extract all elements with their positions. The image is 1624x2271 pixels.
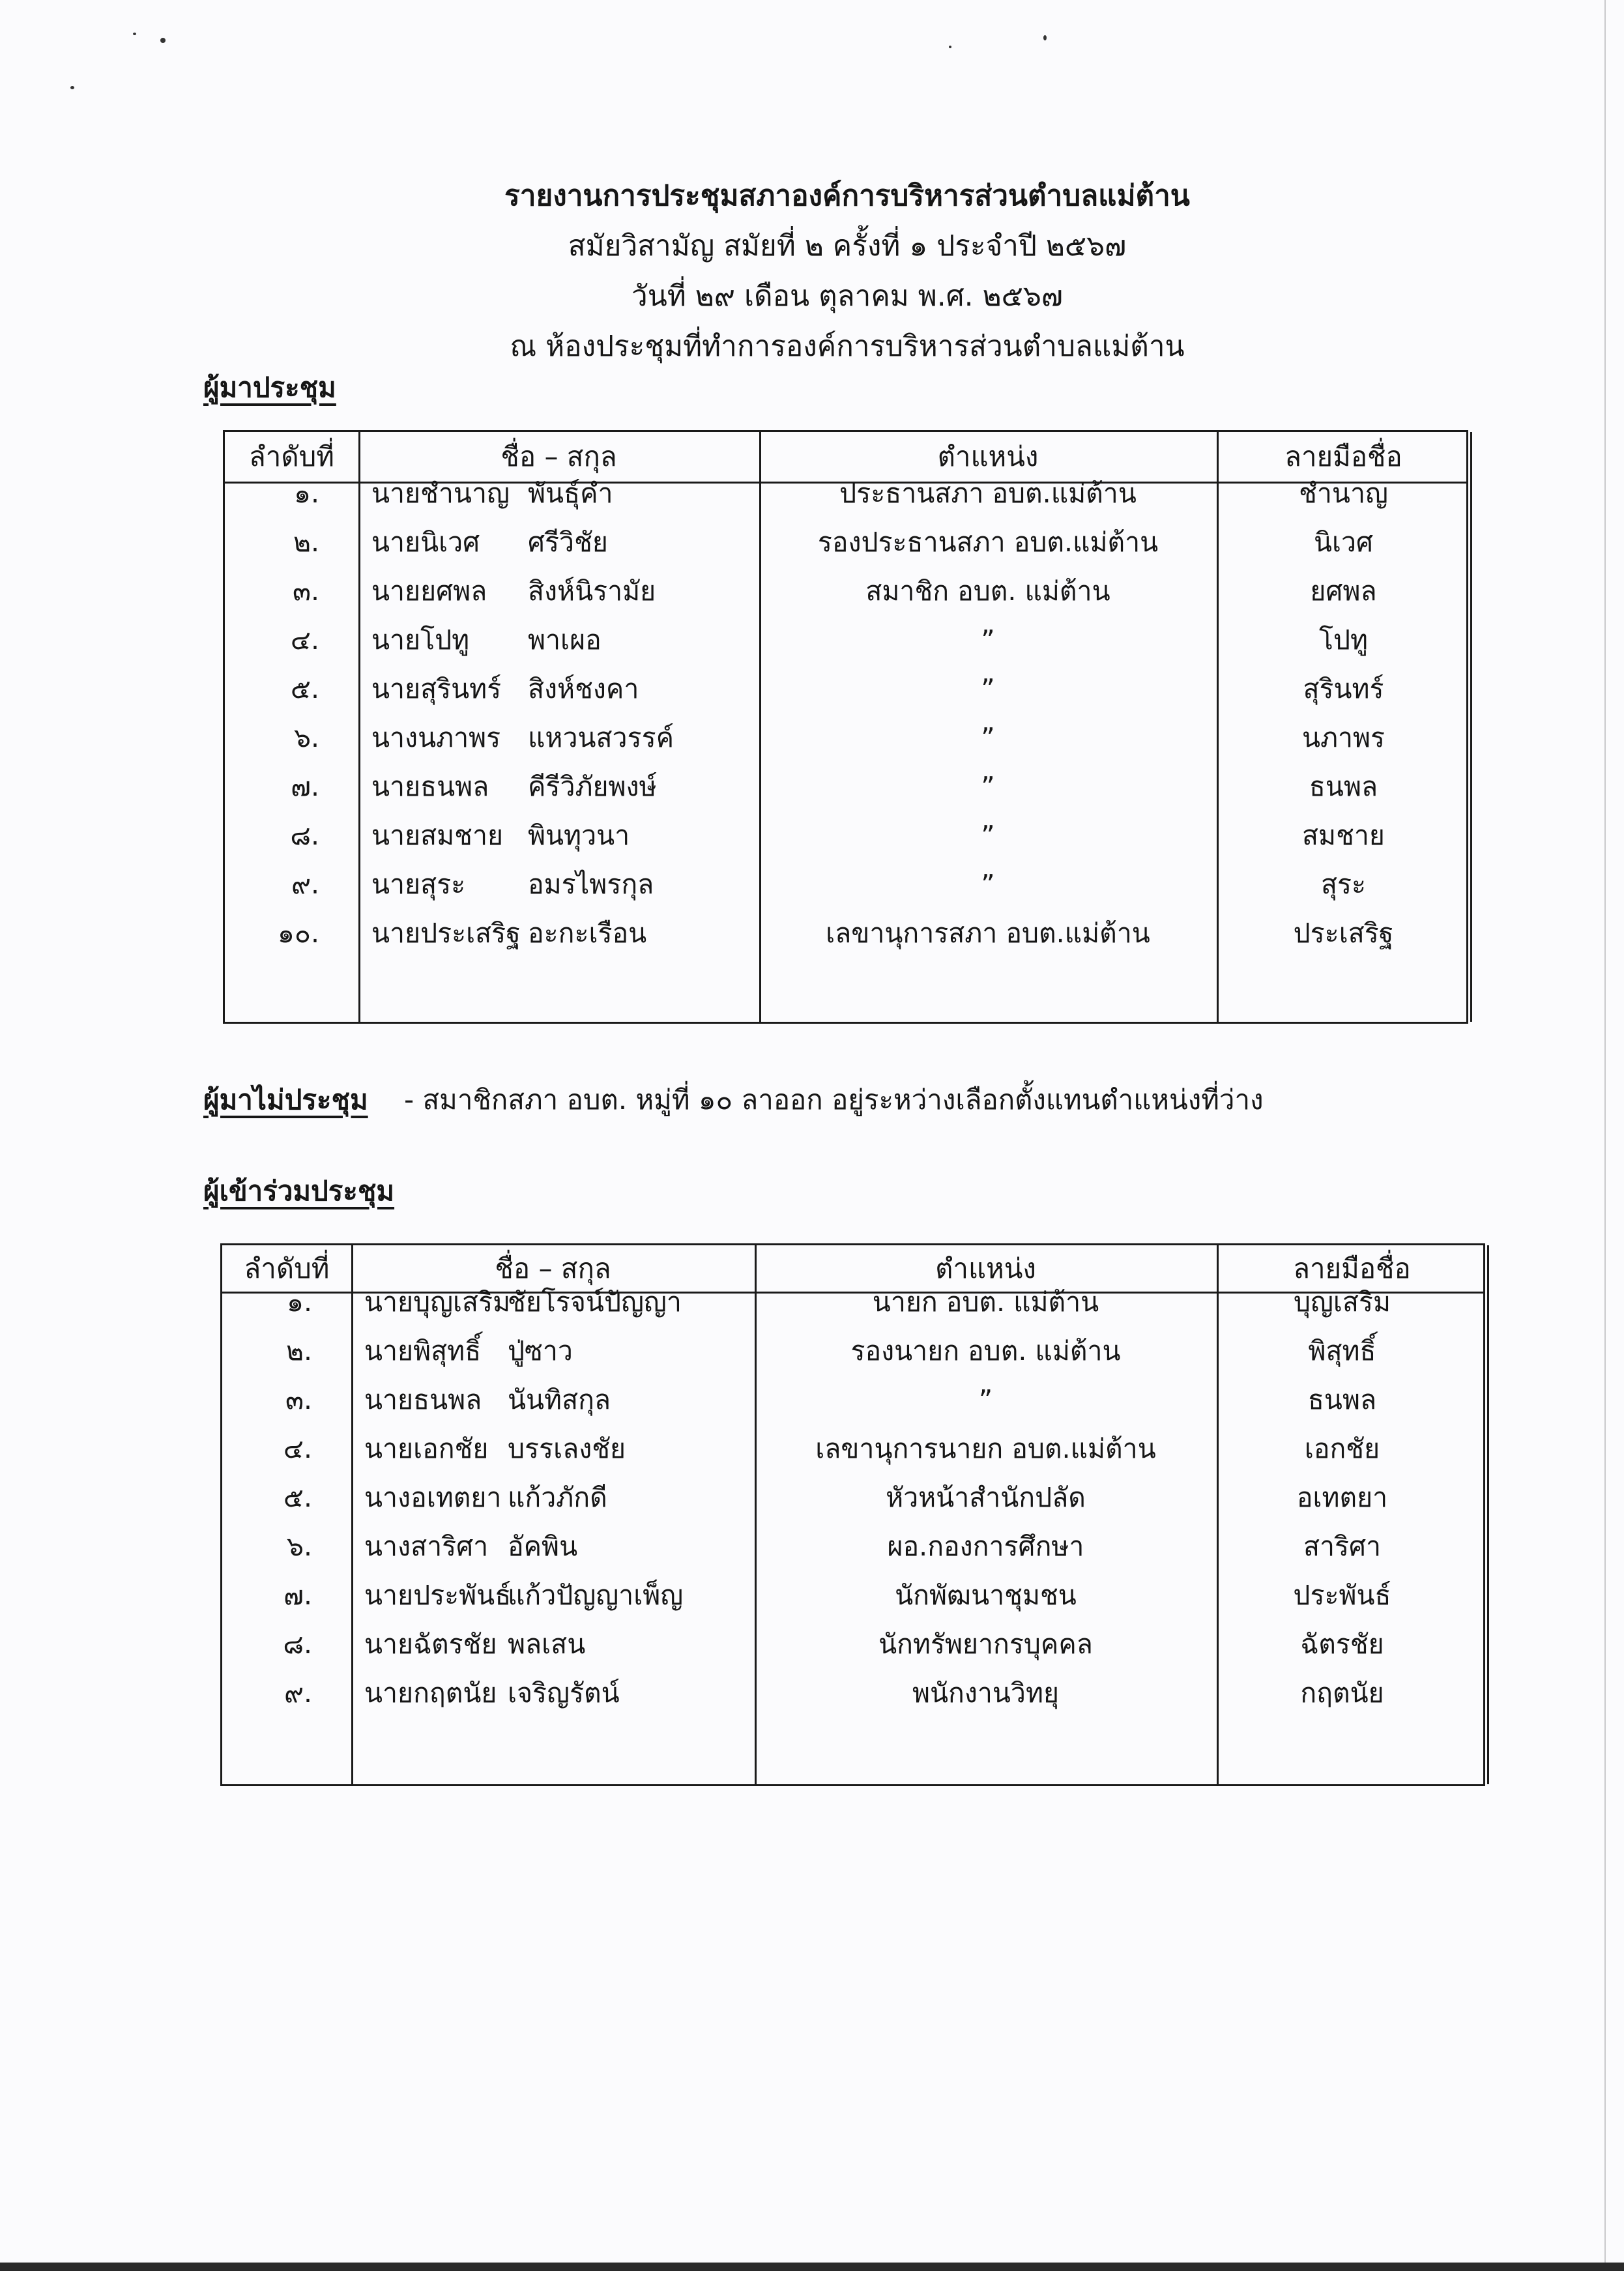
table-row — [225, 469, 1466, 518]
row-signature: สุรินทร์ — [1303, 673, 1384, 704]
row-first-name: นางนภาพร — [371, 721, 501, 753]
table-row — [225, 714, 1466, 762]
row-position: ” — [978, 1383, 993, 1415]
row-position: รองประธานสภา อบต.แม่ต้าน — [817, 526, 1159, 558]
row-last-name: พลเสน — [508, 1628, 586, 1660]
table-row — [225, 518, 1466, 567]
row-first-name: นายบุญเสริม — [364, 1286, 511, 1318]
scan-speck — [70, 86, 74, 89]
row-number: ๗. — [283, 1579, 312, 1611]
row-number: ๒. — [293, 526, 319, 558]
document-header — [0, 171, 1624, 371]
header-order: ลำดับที่ — [244, 1252, 330, 1284]
table-row — [222, 1571, 1483, 1620]
row-number: ๙. — [283, 1677, 312, 1709]
attendees-section-title: ผู้เข้าร่วมประชุม — [203, 1175, 395, 1207]
row-position: ประธานสภา อบต.แม่ต้าน — [839, 477, 1137, 509]
row-position: เลขานุการสภา อบต.แม่ต้าน — [826, 917, 1150, 949]
row-signature: ฉัตรชัย — [1300, 1628, 1384, 1660]
row-first-name: นายสุรินทร์ — [371, 673, 502, 704]
row-last-name: อะกะเรือน — [528, 917, 647, 949]
row-last-name: พินทุวนา — [528, 819, 630, 851]
row-number: ๕. — [290, 673, 319, 704]
row-position: รองนายก อบต. แม่ต้าน — [850, 1335, 1121, 1367]
scan-speck — [133, 33, 136, 35]
row-first-name: นายประพันธ์ — [364, 1579, 512, 1611]
row-number: ๖. — [293, 721, 319, 753]
table-row — [225, 811, 1466, 860]
row-first-name: นางสาริศา — [364, 1530, 489, 1562]
row-position: พนักงานวิทยุ — [912, 1677, 1060, 1709]
document-title: รายงานการประชุมสภาองค์การบริหารส่วนตำบลแม่ต้าน — [504, 179, 1190, 212]
row-first-name: นายยศพล — [371, 575, 487, 607]
row-position: ” — [981, 868, 995, 900]
row-signature: ประพันธ์ — [1293, 1579, 1391, 1611]
column-divider — [1487, 1245, 1489, 1784]
scan-speck — [949, 46, 951, 48]
present-section-title: ผู้มาประชุม — [203, 371, 336, 403]
attendees-table — [220, 1243, 1485, 1786]
row-signature: ธนพล — [1309, 770, 1378, 802]
row-last-name: สิงห์นิรามัย — [528, 575, 656, 607]
row-number: ๔. — [283, 1432, 312, 1464]
row-first-name: นายธนพล — [364, 1383, 482, 1415]
table-row — [225, 567, 1466, 616]
present-table — [223, 430, 1468, 1024]
table-row — [222, 1620, 1483, 1669]
row-last-name: นันทิสกุล — [508, 1383, 611, 1415]
row-signature: ธนพล — [1307, 1383, 1377, 1415]
header-position: ตำแหน่ง — [935, 1252, 1036, 1284]
table-row — [222, 1425, 1483, 1473]
row-last-name: เจริญรัตน์ — [508, 1677, 620, 1709]
column-divider — [1470, 432, 1472, 1022]
row-number: ๕. — [283, 1481, 312, 1513]
row-signature: พิสุทธิ์ — [1308, 1335, 1376, 1367]
table-row — [225, 616, 1466, 665]
table-row — [222, 1473, 1483, 1522]
row-last-name: แก้วปัญญาเพ็ญ — [508, 1579, 684, 1611]
row-last-name: แก้วภักดี — [508, 1481, 607, 1513]
table-row — [225, 762, 1466, 811]
row-position: ” — [981, 673, 995, 704]
session-line: สมัยวิสามัญ สมัยที่ ๒ ครั้งที่ ๑ ประจำปี ๒๕๖๗ — [568, 229, 1127, 263]
row-last-name: บรรเลงชัย — [508, 1432, 626, 1464]
row-first-name: นางอเทตยา — [364, 1481, 502, 1513]
row-signature: สมชาย — [1302, 819, 1385, 851]
row-signature: ชำนาญ — [1299, 477, 1388, 509]
header-signature: ลายมือชื่อ — [1293, 1252, 1411, 1284]
header-order: ลำดับที่ — [249, 441, 334, 472]
row-first-name: นายสมชาย — [371, 819, 503, 851]
scan-speck — [1043, 35, 1047, 40]
row-signature: ยศพล — [1310, 575, 1377, 607]
row-position: นักพัฒนาชุมชน — [895, 1579, 1077, 1611]
row-position: หัวหน้าสำนักปลัด — [886, 1481, 1086, 1513]
row-first-name: นายชำนาญ — [371, 477, 510, 509]
row-last-name: ปู่ซาว — [508, 1335, 573, 1367]
row-number: ๒. — [285, 1335, 312, 1367]
row-signature: สาริศา — [1303, 1530, 1382, 1562]
row-last-name: อัคพิน — [508, 1530, 578, 1562]
header-name: ชื่อ – สกุล — [495, 1252, 611, 1284]
row-first-name: นายนิเวศ — [371, 526, 480, 558]
table-row — [222, 1669, 1483, 1718]
scan-edge — [0, 2263, 1624, 2271]
row-position: เลขานุการนายก อบต.แม่ต้าน — [815, 1432, 1156, 1464]
absent-section-title: ผู้มาไม่ประชุม — [203, 1084, 368, 1116]
table-row — [225, 860, 1466, 909]
row-number: ๑๐. — [277, 917, 319, 949]
row-signature: บุญเสริม — [1293, 1286, 1391, 1318]
row-first-name: นายพิสุทธิ์ — [364, 1335, 482, 1367]
row-number: ๙. — [291, 868, 319, 900]
row-number: ๑. — [286, 1286, 312, 1318]
venue-line: ณ ห้องประชุมที่ทำการองค์การบริหารส่วนตำบลแม่ต้าน — [510, 330, 1185, 363]
scan-speck — [160, 38, 166, 43]
row-last-name: คีรีวิภัยพงษ์ — [528, 770, 657, 802]
row-position: นักทรัพยากรบุคคล — [878, 1628, 1093, 1660]
row-first-name: นายฉัตรชัย — [364, 1628, 497, 1660]
row-first-name: นายสุระ — [371, 868, 466, 900]
table-row — [222, 1376, 1483, 1425]
row-last-name: พันธุ์คำ — [528, 477, 613, 509]
absent-note: - สมาชิกสภา อบต. หมู่ที่ ๑๐ ลาออก อยู่ระหว่างเลือกตั้งแทนตำแหน่งที่ว่าง — [404, 1084, 1264, 1116]
row-position: ผอ.กองการศึกษา — [887, 1530, 1084, 1562]
row-signature: กฤตนัย — [1300, 1677, 1384, 1709]
row-number: ๓. — [285, 1383, 312, 1415]
row-position: ” — [981, 819, 995, 851]
table-row — [222, 1522, 1483, 1571]
row-signature: นภาพร — [1301, 721, 1385, 753]
row-signature: อเทตยา — [1296, 1481, 1388, 1513]
row-position: ” — [981, 770, 995, 802]
table-row — [222, 1278, 1483, 1327]
row-signature: เอกชัย — [1304, 1432, 1380, 1464]
row-last-name: พาเผอ — [528, 624, 602, 656]
header-name: ชื่อ – สกุล — [500, 441, 617, 472]
row-last-name: สิงห์ชงคา — [528, 673, 639, 704]
row-position: สมาชิก อบต. แม่ต้าน — [865, 575, 1110, 607]
row-signature: ประเสริฐ — [1293, 917, 1394, 949]
row-first-name: นายประเสริฐ — [371, 917, 521, 949]
header-signature: ลายมือชื่อ — [1284, 441, 1402, 472]
row-number: ๖. — [286, 1530, 312, 1562]
header-position: ตำแหน่ง — [937, 441, 1039, 472]
date-line: วันที่ ๒๙ เดือน ตุลาคม พ.ศ. ๒๕๖๗ — [631, 280, 1063, 313]
row-number: ๓. — [292, 575, 319, 607]
table-row — [222, 1327, 1483, 1376]
row-position: ” — [981, 624, 995, 656]
row-number: ๘. — [290, 819, 319, 851]
row-number: ๘. — [283, 1628, 312, 1660]
row-signature: นิเวศ — [1313, 526, 1374, 558]
row-number: ๑. — [293, 477, 319, 509]
row-last-name: ศรีวิชัย — [528, 526, 608, 558]
row-first-name: นายกฤตนัย — [364, 1677, 497, 1709]
row-signature: สุระ — [1320, 868, 1367, 900]
row-first-name: นายธนพล — [371, 770, 489, 802]
row-number: ๔. — [290, 624, 319, 656]
row-first-name: นายเอกชัย — [364, 1432, 489, 1464]
row-number: ๗. — [291, 770, 319, 802]
row-last-name: อมรไพรกุล — [528, 868, 654, 900]
row-signature: โปทู — [1318, 624, 1369, 656]
row-position: นายก อบต. แม่ต้าน — [872, 1286, 1099, 1318]
row-position: ” — [981, 721, 995, 753]
table-row — [225, 909, 1466, 958]
row-first-name: นายโปทู — [371, 624, 470, 656]
row-last-name: แหวนสวรรค์ — [528, 721, 674, 753]
table-row — [225, 665, 1466, 714]
row-last-name: ชัยโรจน์ปัญญา — [508, 1286, 682, 1318]
